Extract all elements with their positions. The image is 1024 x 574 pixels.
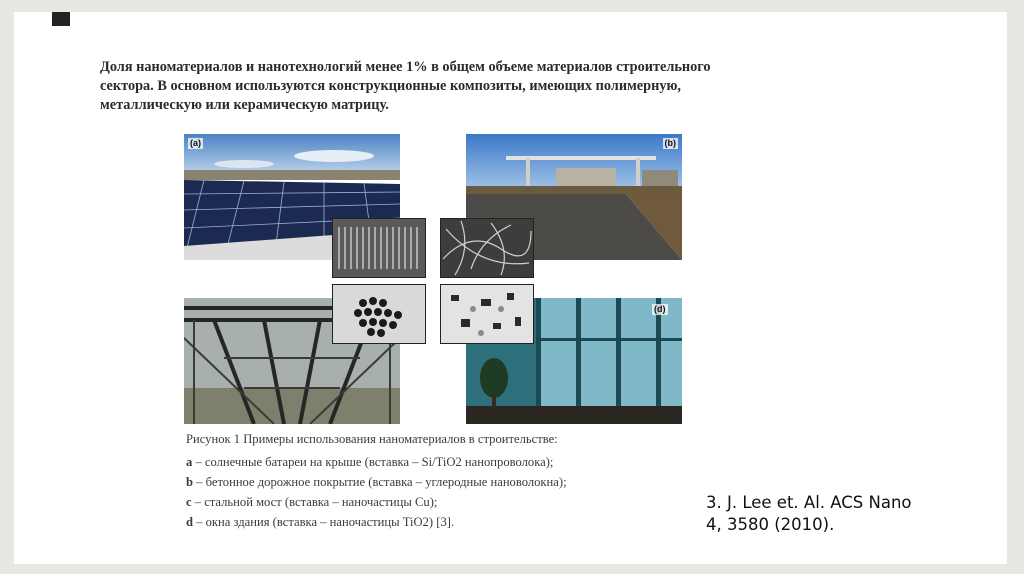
caption-letter-d: d: [186, 515, 194, 529]
caption-title: Рисунок 1 Примеры использования наноматериалов в строительстве:: [186, 432, 558, 446]
inset-nanofibers: [440, 218, 534, 278]
panel-label-a: (a): [190, 138, 201, 148]
figure-caption: [186, 430, 706, 532]
caption-item-b: [186, 472, 706, 492]
reference-line-2: 4, 3580 (2010).: [706, 515, 835, 534]
caption-item-a: [186, 452, 706, 472]
intro-line-1: Доля наноматериалов и нанотехнологий менее 1% в общем объеме материалов строительного: [100, 59, 711, 75]
caption-letter-a: a: [186, 455, 193, 469]
caption-item-d: [186, 512, 706, 532]
inset-cu-nanoparticles: [332, 284, 426, 344]
inset-tio2-nanoparticles: [440, 284, 534, 344]
caption-letter-b: b: [186, 475, 194, 489]
caption-letter-c: c: [186, 495, 192, 509]
reference-line-1: 3. J. Lee et. Al. ACS Nano: [706, 493, 912, 512]
intro-line-2: сектора. В основном используются конструкционные композиты, имеющих полимерную,: [100, 78, 681, 94]
caption-item-c: [186, 492, 706, 512]
panel-label-d: (d): [654, 304, 666, 314]
inset-nanowires: [332, 218, 426, 278]
corner-mark: [52, 12, 70, 26]
caption-text-d: – окна здания (вставка – наночастицы TiO2) [3].: [193, 515, 455, 529]
panel-label-b: (b): [664, 138, 676, 148]
caption-text-c: – стальной мост (вставка – наночастицы Cu);: [191, 495, 438, 509]
intro-line-3: металлическую или керамическую матрицу.: [100, 97, 389, 113]
reference-citation: [706, 492, 996, 536]
caption-text-a: – солнечные батареи на крыше (вставка – Si/TiO2 нанопроволока);: [192, 455, 554, 469]
caption-text-b: – бетонное дорожное покрытие (вставка – углеродные нановолокна);: [193, 475, 567, 489]
intro-paragraph: [100, 58, 960, 115]
nanomaterials-figure: [184, 134, 682, 424]
